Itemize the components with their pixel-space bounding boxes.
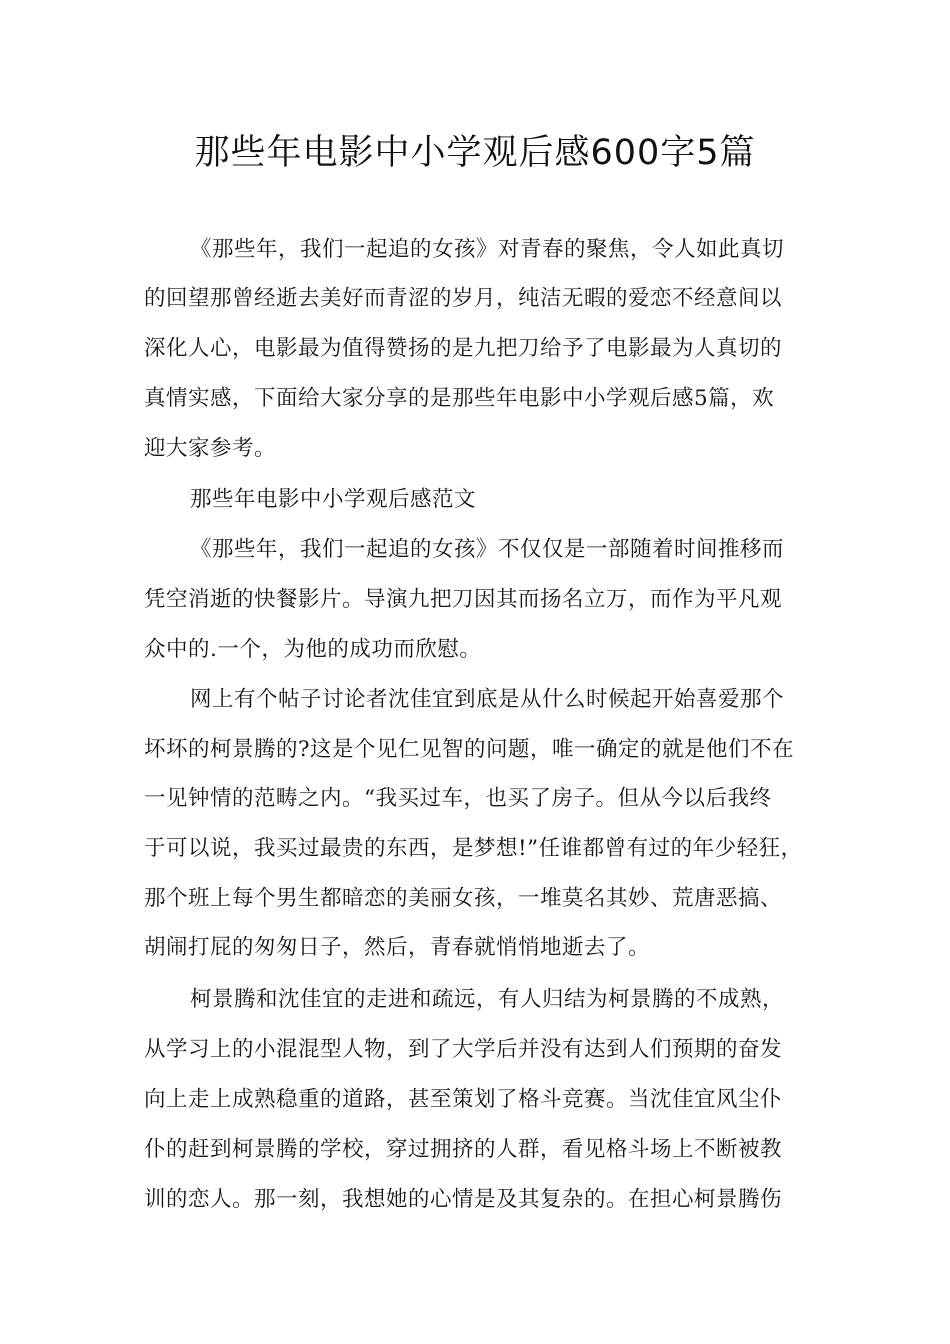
- text-line: 胡闹打屁的匆匆日子，然后，青春就悄悄地逝去了。: [144, 935, 651, 960]
- section-heading: 那些年电影中小学观后感范文: [190, 487, 477, 512]
- text-line: 迎大家参考。: [144, 436, 277, 461]
- document-title: 那些年电影中小学观后感600字5篇: [194, 133, 756, 173]
- text-line: 众中的.一个，为他的成功而欣慰。: [144, 637, 482, 662]
- text-line: 从学习上的小混混型人物，到了大学后并没有达到人们预期的奋发: [144, 1037, 783, 1062]
- text-line: 凭空消逝的快餐影片。导演九把刀因其而扬名立万，而作为平凡观: [144, 587, 783, 612]
- text-line: 的回望那曾经逝去美好而青涩的岁月，纯洁无暇的爱恋不经意间以: [144, 286, 783, 311]
- text-line: 柯景腾和沈佳宜的走进和疏远，有人归结为柯景腾的不成熟，: [190, 987, 785, 1012]
- text-line: 《那些年，我们一起追的女孩》不仅仅是一部随着时间推移而: [190, 537, 785, 562]
- text-line: 训的恋人。那一刻，我想她的心情是及其复杂的。在担心柯景腾伤: [144, 1187, 783, 1212]
- text-line: 于可以说，我买过最贵的东西，是梦想!”任谁都曾有过的年少轻狂，: [144, 836, 803, 861]
- text-line: 网上有个帖子讨论者沈佳宜到底是从什么时候起开始喜爱那个: [190, 687, 785, 712]
- text-line: 《那些年，我们一起追的女孩》对青春的聚焦，令人如此真切: [190, 237, 785, 262]
- text-line: 坏坏的柯景腾的?这是个见仁见智的问题，唯一确定的就是他们不在: [144, 737, 795, 762]
- text-line: 真情实感，下面给大家分享的是那些年电影中小学观后感5篇，欢: [144, 386, 775, 411]
- text-line: 向上走上成熟稳重的道路，甚至策划了格斗竞赛。当沈佳宜风尘仆: [144, 1087, 783, 1112]
- text-line: 一见钟情的范畴之内。“我买过车，也买了房子。但从今以后我终: [144, 786, 772, 811]
- text-line: 深化人心，电影最为值得赞扬的是九把刀给予了电影最为人真切的: [144, 336, 783, 361]
- text-line: 那个班上每个男生都暗恋的美丽女孩，一堆莫名其妙、荒唐恶搞、: [144, 886, 783, 911]
- text-line: 仆的赶到柯景腾的学校，穿过拥挤的人群，看见格斗场上不断被教: [144, 1137, 783, 1162]
